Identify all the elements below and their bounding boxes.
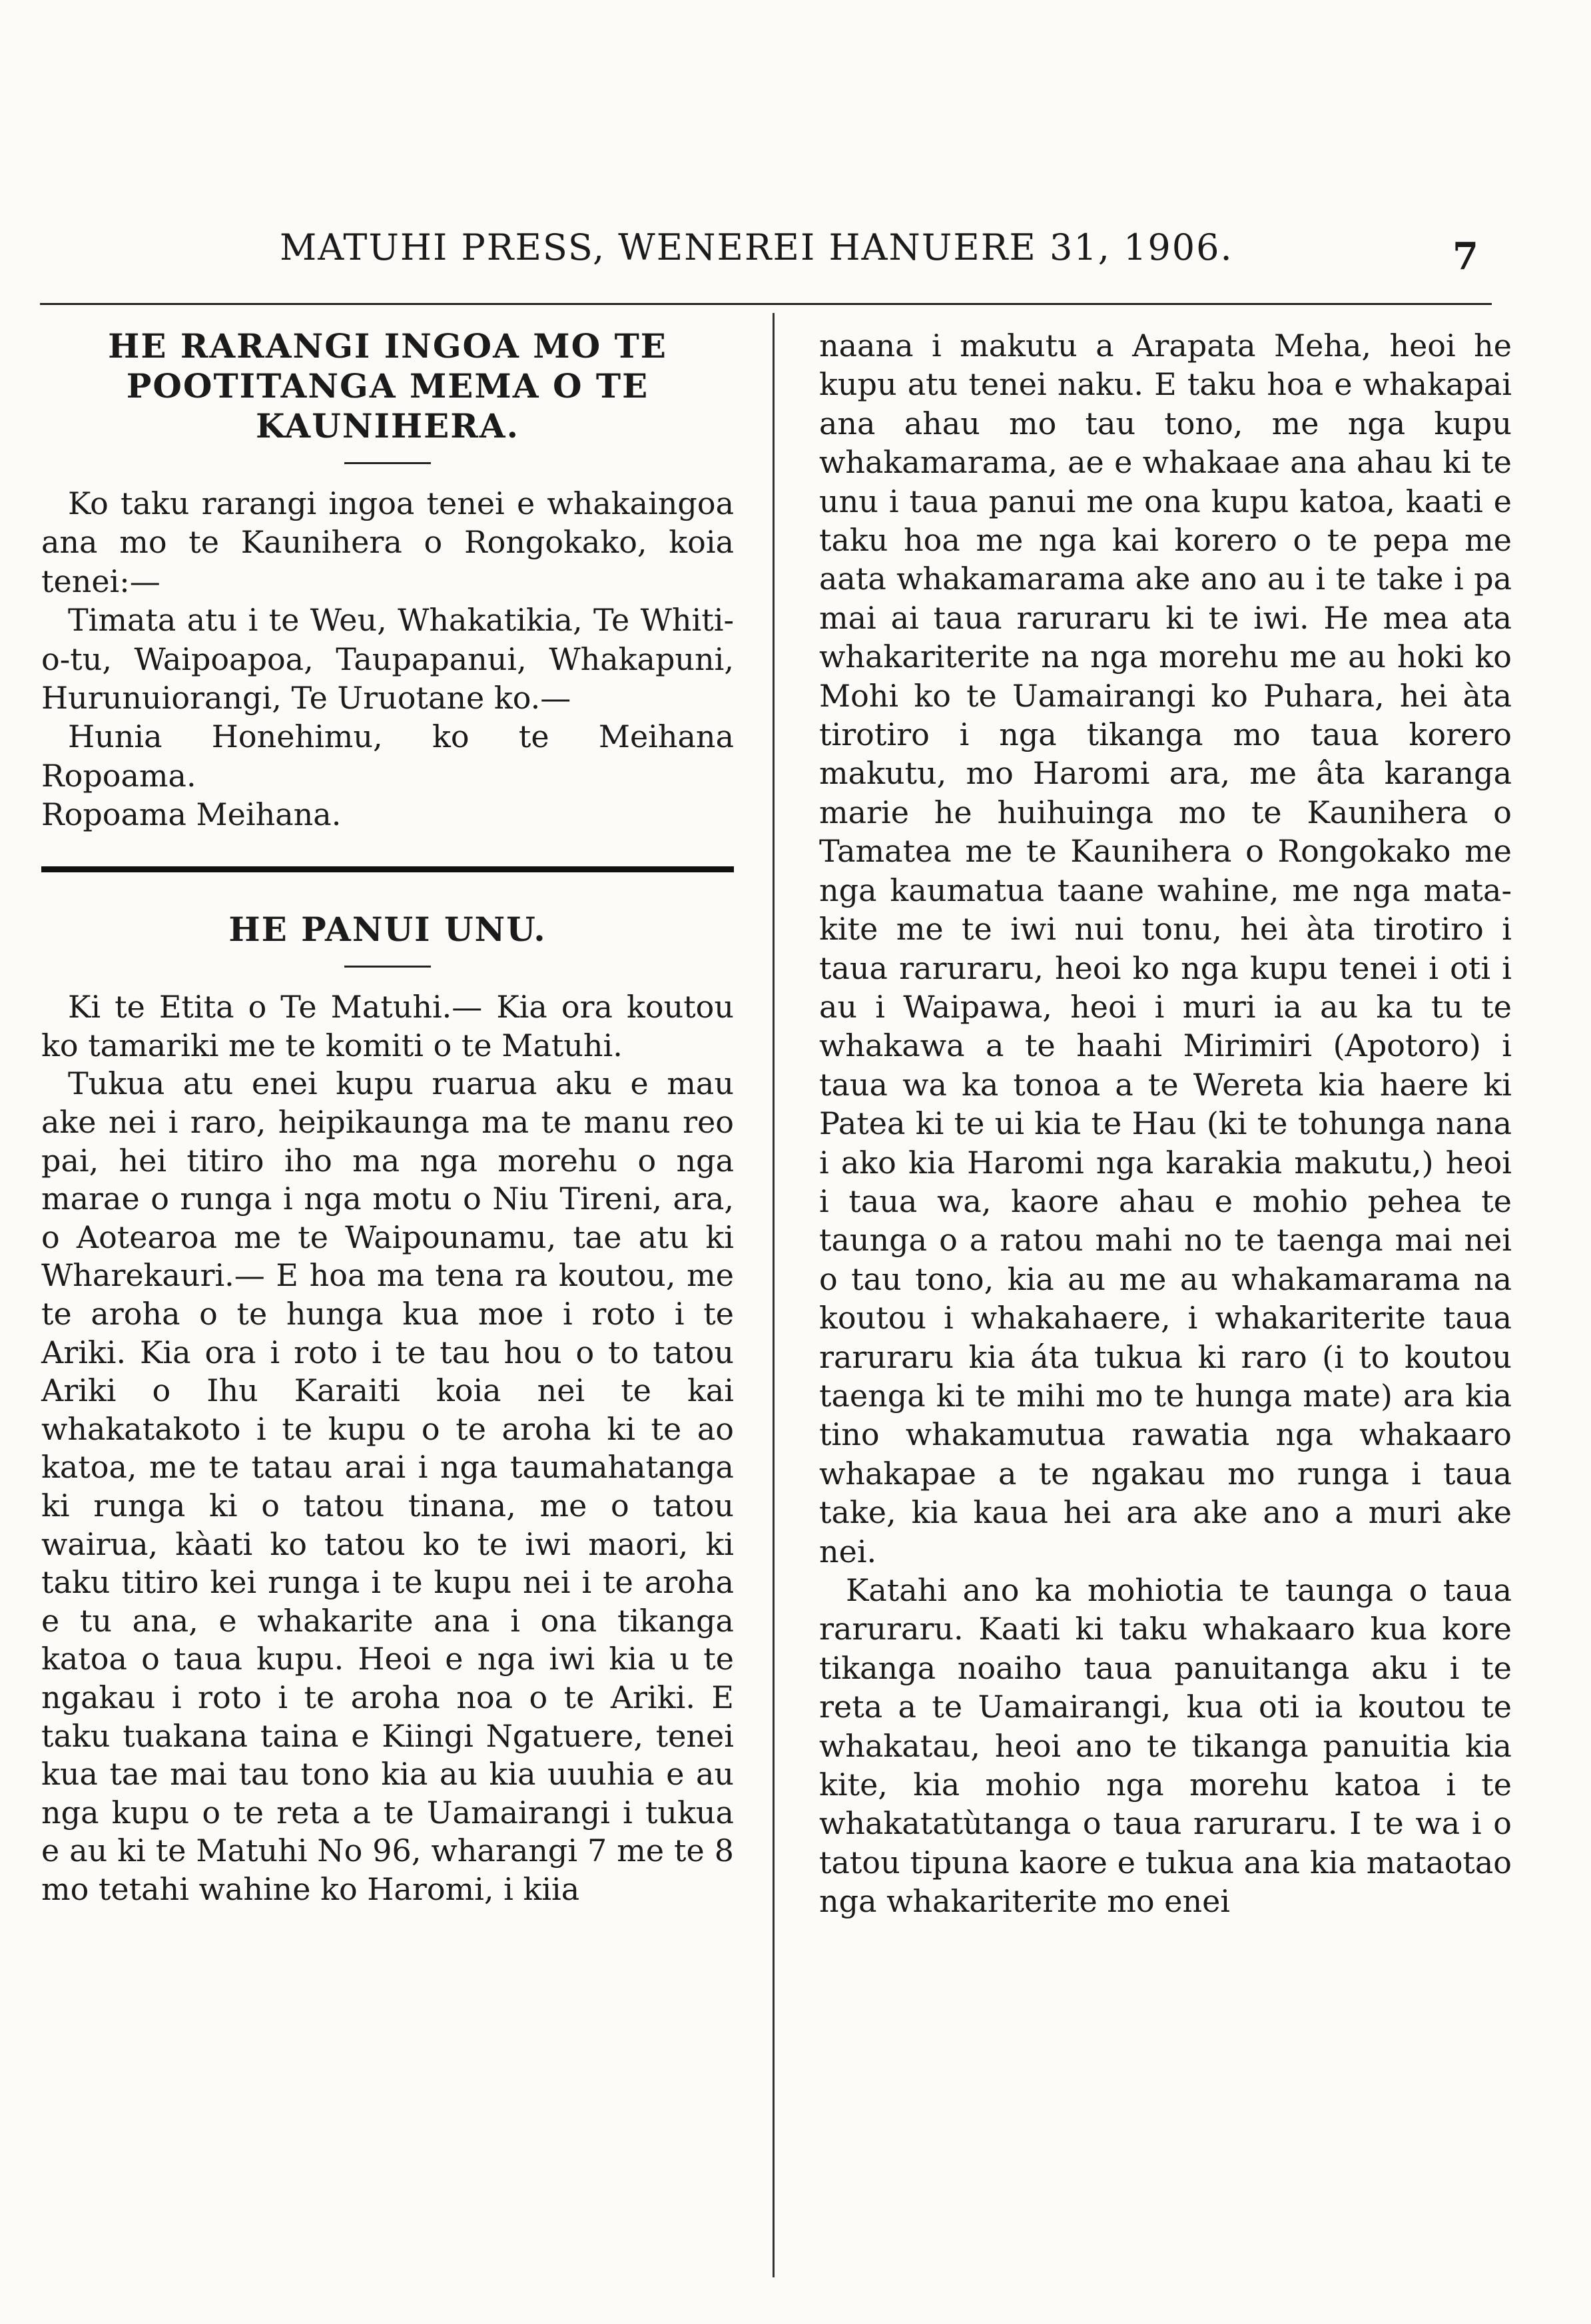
article-paragraph: Ki te Etita o Te Matuhi.— Kia ora koutou ko tamariki me te komiti o te Matuhi. xyxy=(41,988,734,1064)
page-header xyxy=(40,226,1492,293)
article-signature: Ropoama Meihana. xyxy=(41,796,342,833)
article-paragraph: Timata atu i te Weu, Whakatikia, Te Whiti-o-tu, Waipoapoa, Taupapanui, Whakapuni, Hurunuiorangi, Te Uruotane ko.— xyxy=(41,602,734,717)
header-rule xyxy=(40,303,1492,305)
article-paragraph: Ko taku rarangi ingoa tenei e whakaingoa ana mo te Kaunihera o Rongokako, koia tenei:— xyxy=(41,485,734,599)
article-title: HE RARANGI INGOA MO TE POOTITANGA MEMA O TE KAUNIHERA. xyxy=(108,326,667,445)
section-divider xyxy=(41,866,734,872)
article-paragraph: Hunia Honehimu, ko te Meihana Ropoama. xyxy=(41,719,734,794)
article-paragraph: Tukua atu enei kupu ruarua aku e mau ake nei i raro, heipikaunga ma te manu reo pai, hei titiro iho ma nga morehu o nga marae o runga i nga motu o Niu Tireni, ara, o Aotearoa me te Waipounamu, tae atu ki Wharekauri.— E hoa ma tena ra koutou, me te aroha o te hunga kua moe i roto i te Ariki. Kia ora i roto i te tau hou o to tatou Ariki o Ihu Karaiti koia nei te kai whakatakoto i te kupu o te aroha ki te ao katoa, me te tatau arai i nga taumahatanga ki runga ki o tatou tinana, me o tatou wairua, kàati ko tatou ko te iwi maori, ki taku titiro kei runga i te kupu nei i te aroha e tu ana, e whakarite ana i ona tikanga katoa o taua kupu. Heoi e nga iwi kia u te ngakau i roto i te aroha noa o te Ariki. E taku tuakana taina e Kiingi Ngatuere, tenei kua tae mai tau tono kia au kia uuuhia e au nga kupu o te reta a te Uamairangi i tukua e au ki te Matuhi No 96, wharangi 7 me te 8 mo tetahi wahine ko Haromi, i kiia xyxy=(41,1065,734,1907)
column-divider xyxy=(773,313,775,2277)
left-column xyxy=(41,326,734,1909)
article-candidate-list xyxy=(41,326,734,834)
article-title: HE PANUI UNU. xyxy=(228,909,547,949)
article-paragraph: Katahi ano ka mohiotia te taunga o taua raruraru. Kaati ki taku whakaaro kua kore tikanga noaiho taua panuitanga aku i te reta a te Uamairangi, kua oti ia koutou te whakatau, heoi ano te tikanga panuitia kia kite, kia mohio nga morehu katoa i te whakatatùtanga o taua raruraru. I te wa i o tatou tipuna kaore e tukua ana kia mataotao nga whakariterite mo enei xyxy=(819,1572,1512,1920)
page-number: 7 xyxy=(1452,234,1478,278)
newspaper-header-title: MATUHI PRESS, WENEREI HANUERE 31, 1906. xyxy=(280,226,1233,268)
title-rule xyxy=(344,462,431,464)
title-rule xyxy=(344,966,431,968)
article-paragraph-continued: naana i makutu a Arapata Meha, heoi he kupu atu tenei naku. E taku hoa e whakapai ana ahau mo tau tono, me nga kupu whakamarama, ae e whakaae ana ahau ki te unu i taua panui me ona kupu katoa, kaati e taku hoa me nga kai korero o te pepa me aata whakamarama ake ano au i te take i pa mai ai taua raruraru ki te iwi. He mea ata whakariterite na nga morehu me au hoki ko Mohi ko te Uamairangi ko Puhara, hei àta tirotiro i nga tikanga mo taua korero makutu, mo Haromi ara, me âta karanga marie he huihuinga mo te Kaunihera o Tamatea me te Kaunihera o Rongokako me nga kaumatua taane wahine, me nga mata-kite me te iwi nui tonu, hei àta tirotiro i taua raruraru, heoi ko nga kupu tenei i oti i au i Waipawa, heoi i muri ia au ka tu te whakawa a te haahi Mirimiri (Apotoro) i taua wa ka tonoa a te Wereta kia haere ki Patea ki te ui kia te Hau (ki te tohunga nana i ako kia Haromi nga karakia makutu,) heoi i taua wa, kaore ahau e mohio pehea te taunga o a ratou mahi no te taenga mai nei o tau tono, kia au me au whakamarama na koutou i whakahaere, i whakariterite taua raruraru kia áta tukua ki raro (i to koutou taenga ki te mihi mo te hunga mate) ara kia tino whakamutua rawatia nga whakaaro whakapae a te ngakau mo runga i taua take, kia kaua hei ara ake ano a muri ake nei. xyxy=(819,328,1512,1570)
article-notice-withdrawal xyxy=(41,910,734,1909)
right-column xyxy=(819,326,1512,1921)
